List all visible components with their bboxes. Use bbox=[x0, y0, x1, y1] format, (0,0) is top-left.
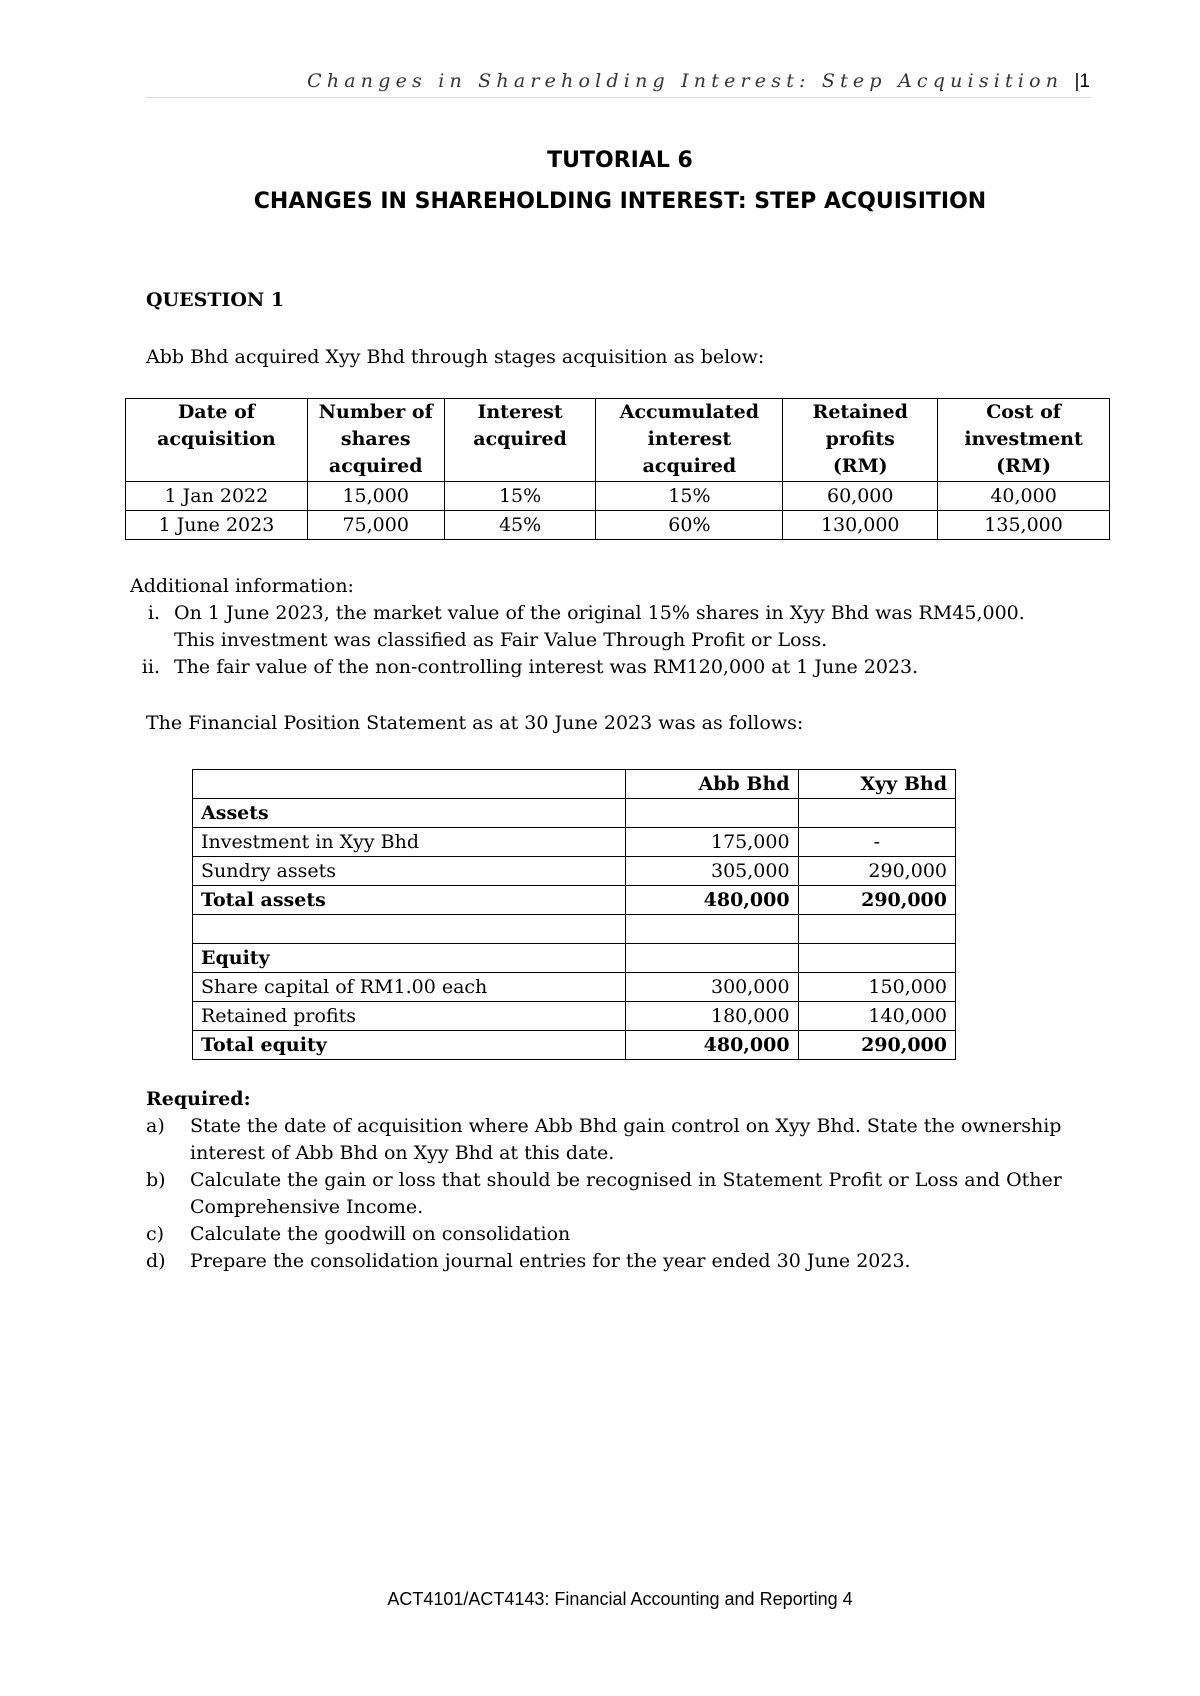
required-heading: Required: bbox=[146, 1088, 251, 1110]
running-header bbox=[146, 70, 1090, 93]
financial-position-table bbox=[192, 769, 956, 1060]
list-marker: d) bbox=[146, 1250, 166, 1272]
cell-date: 1 June 2023 bbox=[126, 511, 308, 540]
header-retained-profits: Retained profits (RM) bbox=[783, 399, 938, 482]
table-row: Assets bbox=[193, 799, 956, 828]
table-row: Total assets 480,000 290,000 bbox=[193, 886, 956, 915]
cell-shares: 75,000 bbox=[307, 511, 444, 540]
list-marker: c) bbox=[146, 1223, 165, 1245]
question-intro: Abb Bhd acquired Xyy Bhd through stages acquisition as below: bbox=[146, 346, 765, 368]
acquisition-table-header-row bbox=[126, 399, 1110, 482]
list-item: d) Prepare the consolidation journal entries for the year ended 30 June 2023. bbox=[146, 1248, 1096, 1275]
table-row: Share capital of RM1.00 each 300,000 150,000 bbox=[193, 973, 956, 1002]
cell-accumulated-interest: 60% bbox=[596, 511, 783, 540]
list-item: ii. The fair value of the non-controlling interest was RM120,000 at 1 June 2023. bbox=[130, 654, 1090, 681]
cell-date: 1 Jan 2022 bbox=[126, 482, 308, 511]
page-footer: ACT4101/ACT4143: Financial Accounting and Reporting 4 bbox=[387, 1589, 853, 1609]
list-item: b) Calculate the gain or loss that should be recognised in Statement Profit or Loss and Other Comprehensive Income. bbox=[146, 1169, 1062, 1218]
table-row bbox=[126, 511, 1110, 540]
required-list bbox=[146, 1113, 1096, 1275]
cell-cost: 40,000 bbox=[938, 482, 1110, 511]
header-accumulated-interest: Accumulated interest acquired bbox=[596, 399, 783, 482]
list-marker: ii. bbox=[141, 656, 160, 678]
list-marker: i. bbox=[147, 602, 160, 624]
fp-intro: The Financial Position Statement as at 30 June 2023 was as follows: bbox=[146, 712, 804, 734]
fp-header-row bbox=[193, 770, 956, 799]
cell-retained-profits: 60,000 bbox=[783, 482, 938, 511]
table-row: Equity bbox=[193, 944, 956, 973]
running-header-separator: | bbox=[1074, 71, 1080, 92]
cell-retained-profits: 130,000 bbox=[783, 511, 938, 540]
table-row: Sundry assets 305,000 290,000 bbox=[193, 857, 956, 886]
header-interest-acquired: Interest acquired bbox=[444, 399, 596, 482]
header-number-of-shares: Number of shares acquired bbox=[307, 399, 444, 482]
list-item: i. On 1 June 2023, the market value of the original 15% shares in Xyy Bhd was RM45,000. This investment was classified as Fair Value Through Profit or Loss. bbox=[130, 600, 1090, 654]
tutorial-title: TUTORIAL 6 bbox=[547, 148, 693, 173]
list-item: a) State the date of acquisition where Abb Bhd gain control on Xyy Bhd. State the ownership interest of Abb Bhd on Xyy Bhd at this date. bbox=[146, 1115, 1062, 1164]
question-heading: QUESTION 1 bbox=[146, 289, 285, 311]
header-rule bbox=[146, 97, 1092, 98]
fp-header-label bbox=[193, 770, 626, 799]
table-row: Retained profits 180,000 140,000 bbox=[193, 1002, 956, 1031]
header-date-of-acquisition: Date of acquisition bbox=[126, 399, 308, 482]
fp-header-xyy: Xyy Bhd bbox=[798, 770, 955, 799]
list-item: c) Calculate the goodwill on consolidation bbox=[146, 1221, 1096, 1248]
cell-interest: 45% bbox=[444, 511, 596, 540]
table-row: Total equity 480,000 290,000 bbox=[193, 1031, 956, 1060]
header-cost-of-investment: Cost of investment (RM) bbox=[938, 399, 1110, 482]
cell-cost: 135,000 bbox=[938, 511, 1110, 540]
table-row bbox=[126, 482, 1110, 511]
cell-accumulated-interest: 15% bbox=[596, 482, 783, 511]
page-number: 1 bbox=[1079, 71, 1090, 92]
list-marker: a) bbox=[146, 1115, 165, 1137]
table-row: Investment in Xyy Bhd 175,000 - bbox=[193, 828, 956, 857]
cell-interest: 15% bbox=[444, 482, 596, 511]
running-header-title: Changes in Shareholding Interest: Step Acquisition bbox=[307, 70, 1064, 92]
table-row bbox=[193, 915, 956, 944]
additional-info-list bbox=[130, 600, 1090, 681]
tutorial-subtitle: CHANGES IN SHAREHOLDING INTEREST: STEP ACQUISITION bbox=[253, 189, 987, 214]
list-marker: b) bbox=[146, 1169, 166, 1191]
cell-shares: 15,000 bbox=[307, 482, 444, 511]
acquisition-table bbox=[125, 398, 1110, 540]
fp-header-abb: Abb Bhd bbox=[626, 770, 798, 799]
additional-info-heading: Additional information: bbox=[130, 575, 354, 597]
